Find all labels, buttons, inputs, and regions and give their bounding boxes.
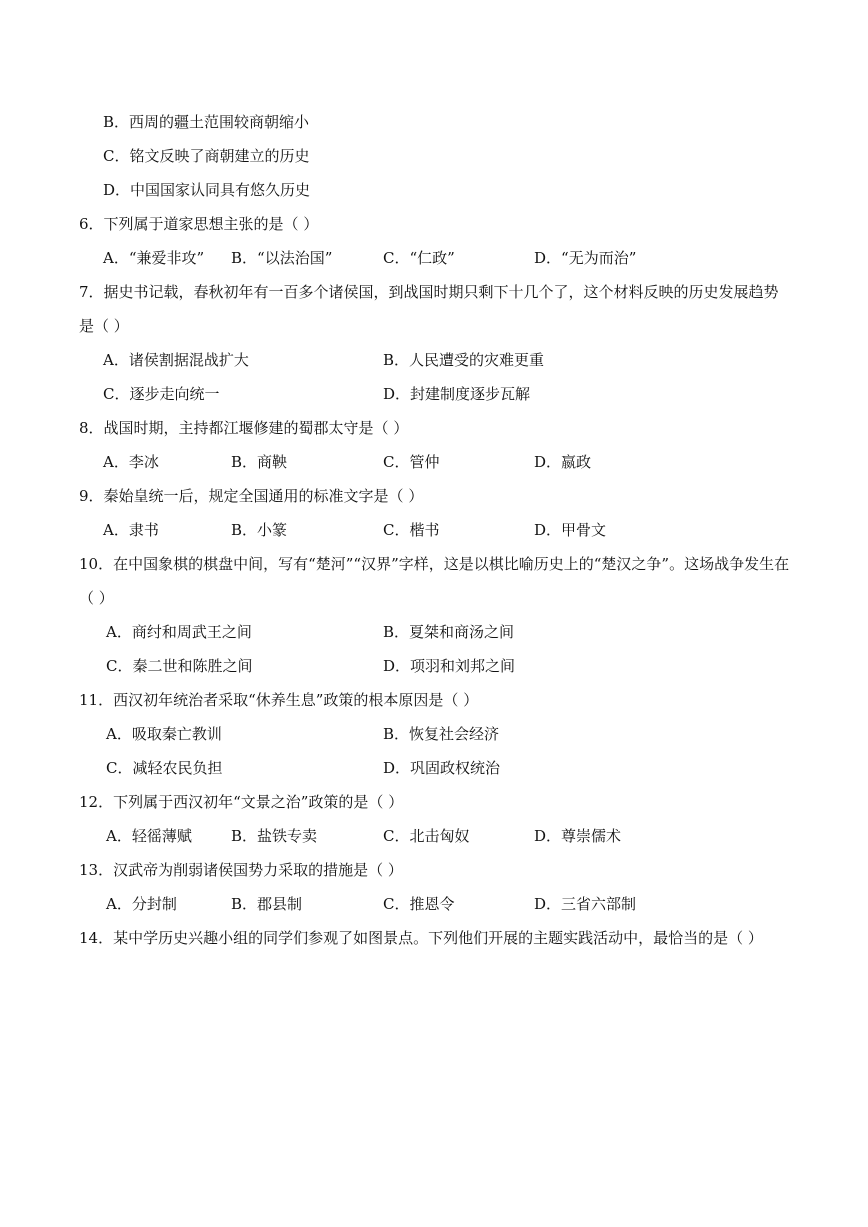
q13-option-c: C．推恩令 [383, 895, 455, 913]
q10-option-b: B．夏桀和商汤之间 [383, 623, 515, 641]
q12-option-d: D．尊崇儒术 [534, 827, 622, 845]
q12-option-a: A．轻徭薄赋 [106, 827, 192, 845]
q8-option-d: D．嬴政 [534, 453, 592, 471]
q6-option-b: B．“以法治国” [231, 249, 333, 267]
q9-option-d: D．甲骨文 [534, 521, 607, 539]
q7-stem-line2: 是（ ） [79, 317, 129, 335]
q6-option-d: D．“无为而治” [534, 249, 637, 267]
q11-option-a: A．吸取秦亡教训 [106, 725, 222, 743]
q5-option-b: B．西周的疆土范围较商朝缩小 [103, 113, 310, 131]
q8-option-c: C．管仲 [383, 453, 440, 471]
q9-option-a: A．隶书 [103, 521, 159, 539]
q10-stem-line2: （ ） [79, 589, 114, 607]
q7-stem-line1: 7．据史书记载，春秋初年有一百多个诸侯国，到战国时期只剩下十几个了，这个材料反映的历史发展趋势 [79, 283, 779, 301]
q6-option-a: A．“兼爱非攻” [103, 249, 205, 267]
q9-option-c: C．楷书 [383, 521, 440, 539]
q6-option-c: C．“仁政” [383, 249, 455, 267]
q12-option-c: C．北击匈奴 [383, 827, 470, 845]
q10-option-c: C．秦二世和陈胜之间 [106, 657, 253, 675]
q13-option-b: B．郡县制 [231, 895, 303, 913]
q13-option-d: D．三省六部制 [534, 895, 637, 913]
q7-option-c: C．逐步走向统一 [103, 385, 220, 403]
q9-option-b: B．小篆 [231, 521, 288, 539]
q12-option-b: B．盐铁专卖 [231, 827, 318, 845]
q11-option-b: B．恢复社会经济 [383, 725, 500, 743]
q12-stem: 12．下列属于西汉初年“文景之治”政策的是（ ） [79, 793, 404, 811]
q13-option-a: A．分封制 [106, 895, 177, 913]
q8-option-a: A．李冰 [103, 453, 159, 471]
q10-option-a: A．商纣和周武王之间 [106, 623, 252, 641]
q8-option-b: B．商鞅 [231, 453, 288, 471]
q7-option-a: A．诸侯割据混战扩大 [103, 351, 249, 369]
q9-stem: 9．秦始皇统一后，规定全国通用的标准文字是（ ） [79, 487, 424, 505]
q7-option-b: B．人民遭受的灾难更重 [383, 351, 545, 369]
q6-stem: 6．下列属于道家思想主张的是（ ） [79, 215, 319, 233]
q10-option-d: D．项羽和刘邦之间 [383, 657, 516, 675]
q5-option-c: C．铭文反映了商朝建立的历史 [103, 147, 310, 165]
q5-option-d: D．中国国家认同具有悠久历史 [103, 181, 311, 199]
q11-option-d: D．巩固政权统治 [383, 759, 501, 777]
q8-stem: 8．战国时期，主持都江堰修建的蜀郡太守是（ ） [79, 419, 409, 437]
q14-stem: 14．某中学历史兴趣小组的同学们参观了如图景点。下列他们开展的主题实践活动中，最恰当的是（ ） [79, 929, 763, 947]
q13-stem: 13．汉武帝为削弱诸侯国势力采取的措施是（ ） [79, 861, 403, 879]
q7-option-d: D．封建制度逐步瓦解 [383, 385, 531, 403]
q11-option-c: C．减轻农民负担 [106, 759, 223, 777]
q10-stem-line1: 10．在中国象棋的棋盘中间，写有“楚河”“汉界”字样，这是以棋比喻历史上的“楚汉之争”。这场战争发生在 [79, 555, 790, 573]
q11-stem: 11．西汉初年统治者采取“休养生息”政策的根本原因是（ ） [79, 691, 479, 709]
